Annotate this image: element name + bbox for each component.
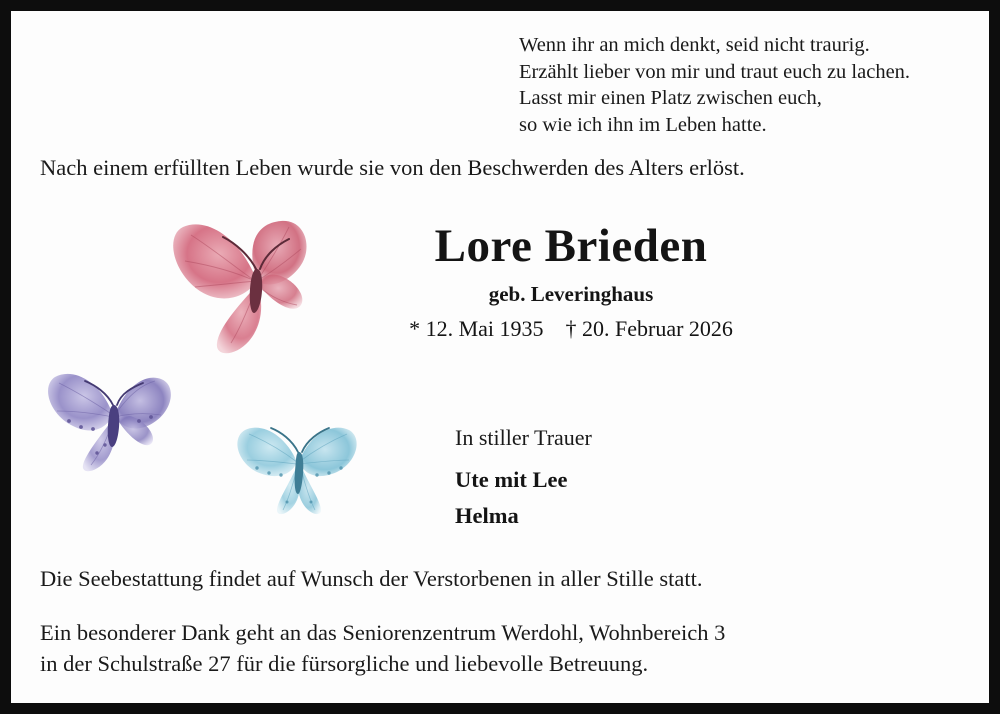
poem-line-4: so wie ich ihn im Leben hatte. — [519, 113, 767, 136]
birth-date: * 12. Mai 1935 — [409, 316, 544, 341]
mourner-name-2: Helma — [455, 503, 519, 528]
blue-butterfly-icon — [223, 416, 373, 531]
mourning-label: In stiller Trauer — [455, 425, 592, 450]
life-dates — [356, 314, 786, 344]
poem-line-2: Erzählt lieber von mir und traut euch zu lachen. — [519, 60, 911, 83]
name-block — [356, 218, 786, 344]
pink-butterfly-icon — [161, 209, 351, 364]
thanks-note: Ein besonderer Dank geht an das Seniorenzentrum Werdohl, Wohnbereich 3 in der Schulstraße 27 für die fürsorgliche und liebevolle Betreuung. — [40, 620, 726, 676]
deceased-name: Lore Brieden — [434, 220, 708, 272]
burial-note: Die Seebestattung findet auf Wunsch der Verstorbenen in aller Stille statt. — [40, 566, 703, 591]
death-date: † 20. Februar 2026 — [565, 316, 733, 341]
obituary-inner — [11, 11, 989, 703]
intro-text: Nach einem erfüllten Leben wurde sie von den Beschwerden des Alters erlöst. — [40, 155, 745, 180]
mourner-name-1: Ute mit Lee — [455, 467, 568, 492]
mourning-block — [455, 423, 592, 534]
purple-butterfly-icon — [39, 359, 189, 482]
poem-line-1: Wenn ihr an mich denkt, seid nicht traurig. — [519, 34, 870, 56]
maiden-name: geb. Leveringhaus — [488, 282, 654, 306]
poem-line-3: Lasst mir einen Platz zwischen euch, — [519, 87, 822, 109]
poem-block — [519, 32, 910, 138]
